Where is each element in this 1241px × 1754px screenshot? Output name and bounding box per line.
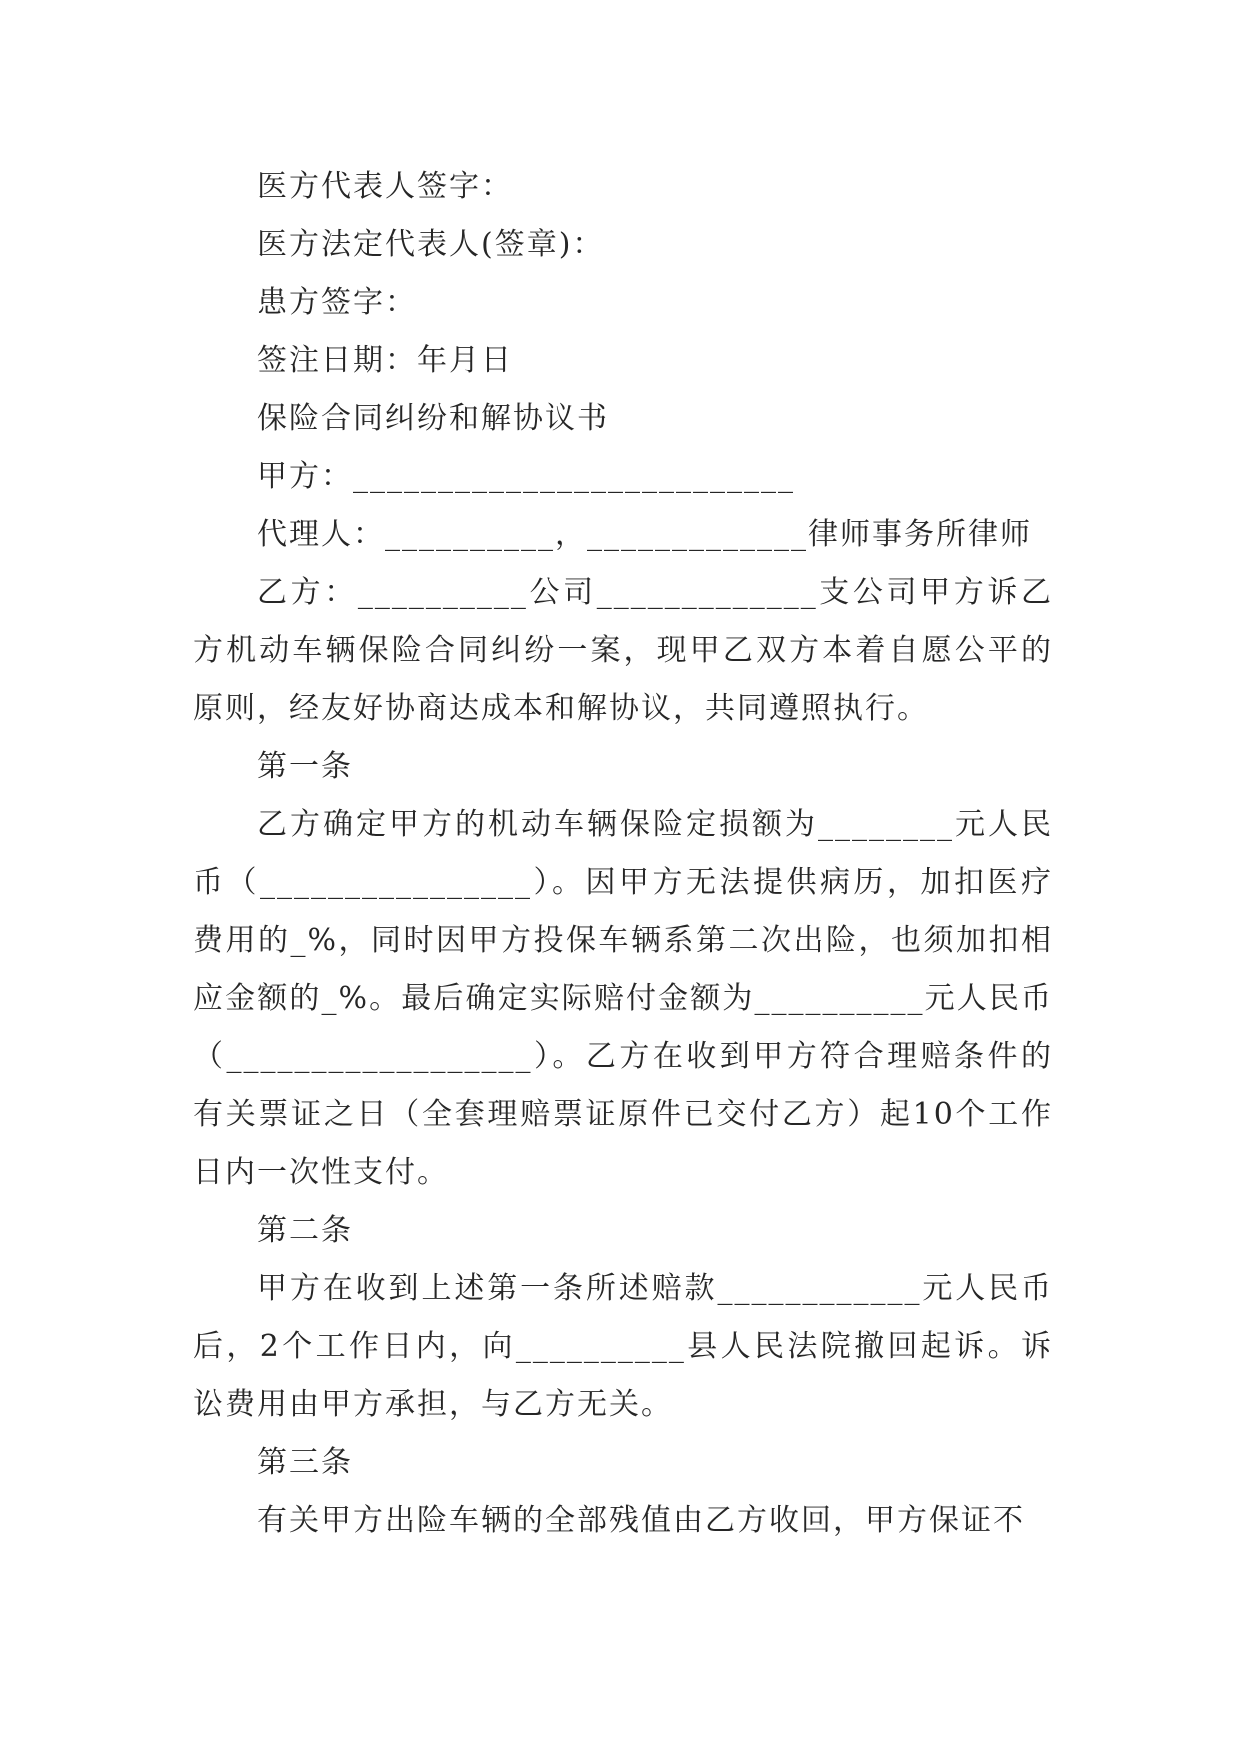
party-a-line: 甲方：__________________________ [257,459,795,494]
article-2-heading: 第二条 [257,1213,353,1248]
agent-line: 代理人：__________，_____________律师事务所律师 [257,517,1032,552]
hospital-legal-rep-signature-line: 医方法定代表人(签章)： [257,227,605,262]
article-3-heading: 第三条 [257,1445,353,1480]
article-3-text: 有关甲方出险车辆的全部残值由乙方收回，甲方保证不 [257,1503,1025,1538]
article-2-text: 甲方在收到上述第一条所述赔款____________元人民币后，2个工作日内，向__________县人民法院撤回起诉。诉讼费用由甲方承担，与乙方无关。 [193,1271,1053,1422]
article-1-heading: 第一条 [257,749,353,784]
patient-signature-line: 患方签字： [257,285,417,320]
article-1-text: 乙方确定甲方的机动车辆保险定损额为________元人民币（________________）。因甲方无法提供病历，加扣医疗费用的_%，同时因甲方投保车辆系第二次出险，也须加扣相应金额的_%。最后确定实际赔付金额为__________元人民币（__________________）。乙方在收到甲方符合理赔条件的有关票证之日（全套理赔票证原件已交付乙方）起10个工作日内一次性支付。 [193,807,1053,1190]
document-body [193,158,1053,1550]
intro-paragraph: 乙方：__________公司_____________支公司甲方诉乙方机动车辆保险合同纠纷一案，现甲乙双方本着自愿公平的原则，经友好协商达成本和解协议，共同遵照执行。 [193,575,1053,726]
hospital-rep-signature-line: 医方代表人签字： [257,169,513,204]
signature-date-line: 签注日期：年月日 [257,343,513,378]
agreement-title: 保险合同纠纷和解协议书 [257,401,609,436]
